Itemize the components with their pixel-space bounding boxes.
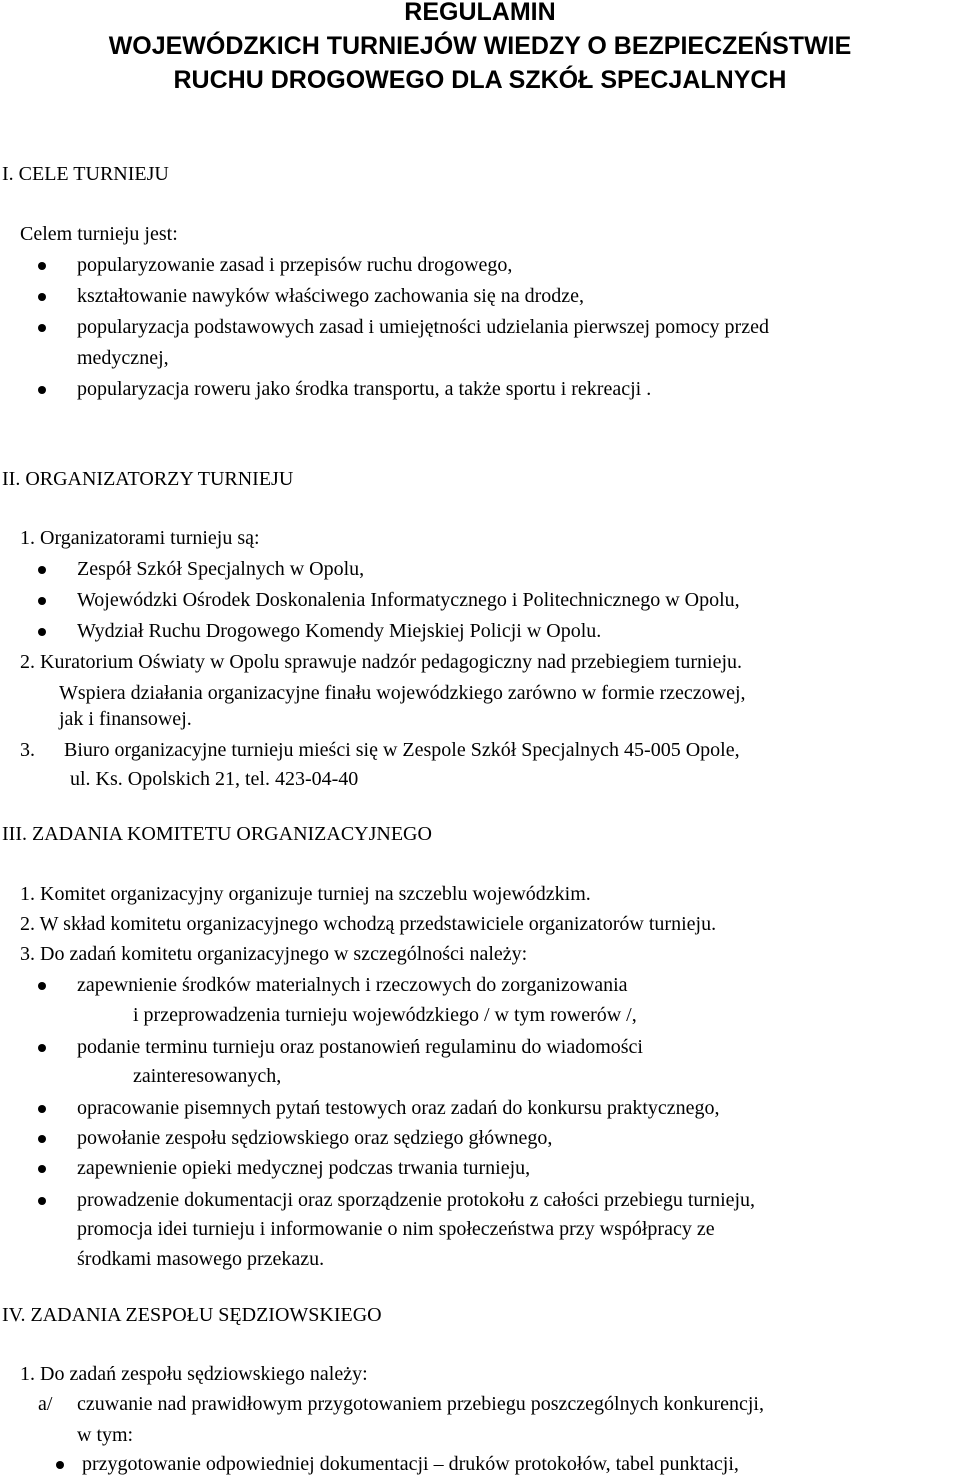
section-4-sub-bullet-item: przygotowanie odpowiedniej dokumentacji – druków protokołów, tabel punktacji, — [82, 1453, 739, 1475]
section-1-heading: I. CELE TURNIEJU — [2, 163, 169, 185]
bullet-icon — [38, 293, 46, 301]
section-3-item: opracowanie pisemnych pytań testowych oraz zadań do konkursu praktycznego, — [77, 1097, 720, 1119]
section-2-bullet-item: Zespół Szkół Specjalnych w Opolu, — [77, 558, 365, 580]
section-2-bullet-item: Wojewódzki Ośrodek Doskonalenia Informatycznego i Politechnicznego w Opolu, — [77, 589, 740, 611]
section-3-item: powołanie zespołu sędziowskiego oraz sędziego głównego, — [77, 1127, 553, 1149]
section-2-bullet-item: Wydział Ruchu Drogowego Komendy Miejskiej Policji w Opolu. — [77, 620, 602, 642]
bullet-icon — [38, 566, 46, 574]
document-title-line-1: REGULAMIN — [404, 0, 556, 26]
document-title-line-3: RUCHU DROGOWEGO DLA SZKÓŁ SPECJALNYCH — [173, 66, 787, 94]
bullet-icon — [38, 324, 46, 332]
section-1-item: kształtowanie nawyków właściwego zachowania się na drodze, — [77, 285, 585, 307]
section-2-paragraph-3: Biuro organizacyjne turnieju mieści się w Zespole Szkół Specjalnych 45-005 Opole, — [64, 739, 740, 761]
bullet-icon — [38, 1135, 46, 1143]
section-3-item-continuation: promocja idei turnieju i informowanie o nim społeczeństwa przy współpracy ze — [77, 1218, 715, 1240]
bullet-icon — [38, 262, 46, 270]
section-4-item: czuwanie nad prawidłowym przygotowaniem przebiegu poszczególnych konkurencji, — [77, 1393, 764, 1415]
section-2-paragraph-3-number: 3. — [20, 739, 35, 761]
section-4-paragraph-1: 1. Do zadań zespołu sędziowskiego należy: — [20, 1363, 368, 1385]
document-title-line-2: WOJEWÓDZKICH TURNIEJÓW WIEDZY O BEZPIECZEŃSTWIE — [108, 32, 852, 60]
bullet-icon — [38, 386, 46, 394]
section-3-item: zapewnienie opieki medycznej podczas trwania turnieju, — [77, 1157, 531, 1179]
bullet-icon — [38, 1044, 46, 1052]
bullet-icon — [38, 597, 46, 605]
bullet-icon — [38, 628, 46, 636]
section-2-paragraph-1: 1. Organizatorami turnieju są: — [20, 527, 260, 549]
section-3-item: prowadzenie dokumentacji oraz sporządzenie protokołu z całości przebiegu turnieju, — [77, 1189, 756, 1211]
section-1-item: popularyzacja podstawowych zasad i umiejętności udzielania pierwszej pomocy przed — [77, 316, 769, 338]
section-3-item-continuation: środkami masowego przekazu. — [77, 1248, 325, 1270]
section-4-item-label: a/ — [38, 1393, 53, 1415]
bullet-icon — [38, 1197, 46, 1205]
section-3-heading: III. ZADANIA KOMITETU ORGANIZACYJNEGO — [2, 823, 432, 845]
section-3-item: podanie terminu turnieju oraz postanowień regulaminu do wiadomości — [77, 1036, 643, 1058]
bullet-icon — [56, 1461, 64, 1469]
bullet-icon — [38, 1165, 46, 1173]
section-2-heading: II. ORGANIZATORZY TURNIEJU — [2, 468, 294, 490]
section-2-paragraph-2-continuation: jak i finansowej. — [59, 708, 192, 730]
bullet-icon — [38, 1105, 46, 1113]
section-3-paragraph-3: 3. Do zadań komitetu organizacyjnego w szczególności należy: — [20, 943, 528, 965]
section-2-paragraph-2: 2. Kuratorium Oświaty w Opolu sprawuje nadzór pedagogiczny nad przebiegiem turnieju. — [20, 651, 743, 673]
section-1-item: popularyzowanie zasad i przepisów ruchu drogowego, — [77, 254, 513, 276]
section-3-paragraph-1: 1. Komitet organizacyjny organizuje turniej na szczeblu wojewódzkim. — [20, 883, 591, 905]
section-3-item-continuation: i przeprowadzenia turnieju wojewódzkiego / w tym rowerów /, — [133, 1004, 637, 1026]
section-1-item: popularyzacja roweru jako środka transportu, a także sportu i rekreacji . — [77, 378, 652, 400]
section-4-item-continuation: w tym: — [77, 1424, 134, 1446]
section-3-item: zapewnienie środków materialnych i rzeczowych do zorganizowania — [77, 974, 628, 996]
section-3-paragraph-2: 2. W skład komitetu organizacyjnego wchodzą przedstawiciele organizatorów turnieju. — [20, 913, 717, 935]
section-4-heading: IV. ZADANIA ZESPOŁU SĘDZIOWSKIEGO — [2, 1304, 382, 1326]
section-1-item-continuation: medycznej, — [77, 347, 169, 369]
section-1-intro: Celem turnieju jest: — [20, 223, 178, 245]
section-2-paragraph-3-continuation: ul. Ks. Opolskich 21, tel. 423-04-40 — [70, 768, 359, 790]
section-2-paragraph-2-continuation: Wspiera działania organizacyjne finału wojewódzkiego zarówno w formie rzeczowej, — [59, 682, 746, 704]
bullet-icon — [38, 982, 46, 990]
section-3-item-continuation: zainteresowanych, — [133, 1065, 282, 1087]
